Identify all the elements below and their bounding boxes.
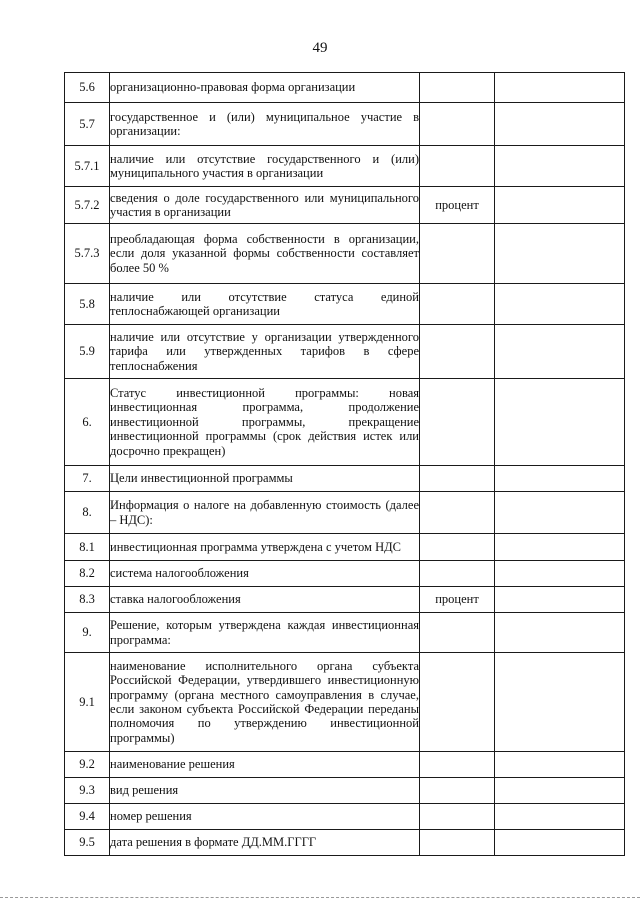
row-description: Цели инвестиционной программы [110, 466, 420, 492]
row-description: вид решения [110, 778, 420, 804]
row-value-cell [495, 73, 625, 103]
row-unit [420, 379, 495, 466]
row-number: 8. [65, 492, 110, 534]
row-unit [420, 224, 495, 284]
row-value-cell [495, 325, 625, 379]
row-value-cell [495, 379, 625, 466]
table-row [65, 752, 625, 778]
table-row [65, 561, 625, 587]
row-unit [420, 778, 495, 804]
row-description: преобладающая форма собственности в организации, если доля указанной формы собственности составляет более 50 % [110, 224, 420, 284]
row-number: 9. [65, 613, 110, 653]
row-description: организационно-правовая форма организации [110, 73, 420, 103]
row-description: инвестиционная программа утверждена с учетом НДС [110, 534, 420, 561]
row-number: 8.3 [65, 587, 110, 613]
row-unit [420, 653, 495, 752]
row-value-cell [495, 146, 625, 187]
table-row [65, 73, 625, 103]
row-description: наличие или отсутствие у организации утвержденного тарифа или утвержденных тарифов в сфере теплоснабжения [110, 325, 420, 379]
row-unit [420, 492, 495, 534]
row-unit [420, 830, 495, 856]
row-number: 5.6 [65, 73, 110, 103]
row-number: 8.1 [65, 534, 110, 561]
row-description: дата решения в формате ДД.ММ.ГГГГ [110, 830, 420, 856]
row-description: наличие или отсутствие государственного и (или) муниципального участия в организации [110, 146, 420, 187]
row-description: Статус инвестиционной программы: новая инвестиционная программа, продолжение инвестиционной программы, прекращение инвестиционной программы (срок действия истек или досрочно прекращен) [110, 379, 420, 466]
row-description: наименование решения [110, 752, 420, 778]
table-row [65, 379, 625, 466]
table-row [65, 587, 625, 613]
row-value-cell [495, 804, 625, 830]
row-unit [420, 752, 495, 778]
row-value-cell [495, 187, 625, 224]
row-number: 9.2 [65, 752, 110, 778]
row-unit [420, 325, 495, 379]
table-row [65, 284, 625, 325]
row-unit [420, 146, 495, 187]
row-unit: процент [420, 587, 495, 613]
row-value-cell [495, 224, 625, 284]
row-value-cell [495, 103, 625, 146]
page-number: 49 [312, 40, 328, 56]
table-row [65, 778, 625, 804]
row-unit [420, 534, 495, 561]
row-number: 5.7.3 [65, 224, 110, 284]
page-bottom-rule [0, 897, 640, 898]
row-value-cell [495, 284, 625, 325]
row-unit [420, 466, 495, 492]
row-value-cell [495, 830, 625, 856]
row-unit [420, 613, 495, 653]
row-value-cell [495, 653, 625, 752]
row-description: Информация о налоге на добавленную стоимость (далее – НДС): [110, 492, 420, 534]
row-value-cell [495, 613, 625, 653]
table-row [65, 830, 625, 856]
row-description: ставка налогообложения [110, 587, 420, 613]
row-number: 5.7 [65, 103, 110, 146]
row-number: 7. [65, 466, 110, 492]
row-value-cell [495, 561, 625, 587]
table-row [65, 146, 625, 187]
form-table [64, 72, 625, 856]
row-value-cell [495, 587, 625, 613]
row-number: 5.8 [65, 284, 110, 325]
row-value-cell [495, 466, 625, 492]
row-number: 5.7.2 [65, 187, 110, 224]
row-description: государственное и (или) муниципальное участие в организации: [110, 103, 420, 146]
row-unit [420, 561, 495, 587]
row-value-cell [495, 534, 625, 561]
row-description: Решение, которым утверждена каждая инвестиционная программа: [110, 613, 420, 653]
row-number: 6. [65, 379, 110, 466]
row-unit [420, 284, 495, 325]
table-row [65, 103, 625, 146]
row-value-cell [495, 778, 625, 804]
table-row [65, 492, 625, 534]
table-row [65, 466, 625, 492]
row-number: 9.1 [65, 653, 110, 752]
row-number: 5.7.1 [65, 146, 110, 187]
table-row [65, 187, 625, 224]
row-description: система налогообложения [110, 561, 420, 587]
row-value-cell [495, 752, 625, 778]
table-row [65, 804, 625, 830]
row-number: 9.3 [65, 778, 110, 804]
row-unit [420, 73, 495, 103]
table-row [65, 613, 625, 653]
row-unit: процент [420, 187, 495, 224]
row-description: наименование исполнительного органа субъекта Российской Федерации, утвердившего инвестиционную программу (органа местного самоуправления в случае, если законом субъекта Российской Федерации переданы полномочия по утверждению инвестиционной программы) [110, 653, 420, 752]
row-number: 5.9 [65, 325, 110, 379]
row-unit [420, 804, 495, 830]
row-number: 8.2 [65, 561, 110, 587]
row-value-cell [495, 492, 625, 534]
table-row [65, 534, 625, 561]
row-description: номер решения [110, 804, 420, 830]
table-row [65, 224, 625, 284]
row-description: сведения о доле государственного или муниципального участия в организации [110, 187, 420, 224]
table-row [65, 325, 625, 379]
row-description: наличие или отсутствие статуса единой теплоснабжающей организации [110, 284, 420, 325]
row-number: 9.4 [65, 804, 110, 830]
row-unit [420, 103, 495, 146]
table-row [65, 653, 625, 752]
row-number: 9.5 [65, 830, 110, 856]
